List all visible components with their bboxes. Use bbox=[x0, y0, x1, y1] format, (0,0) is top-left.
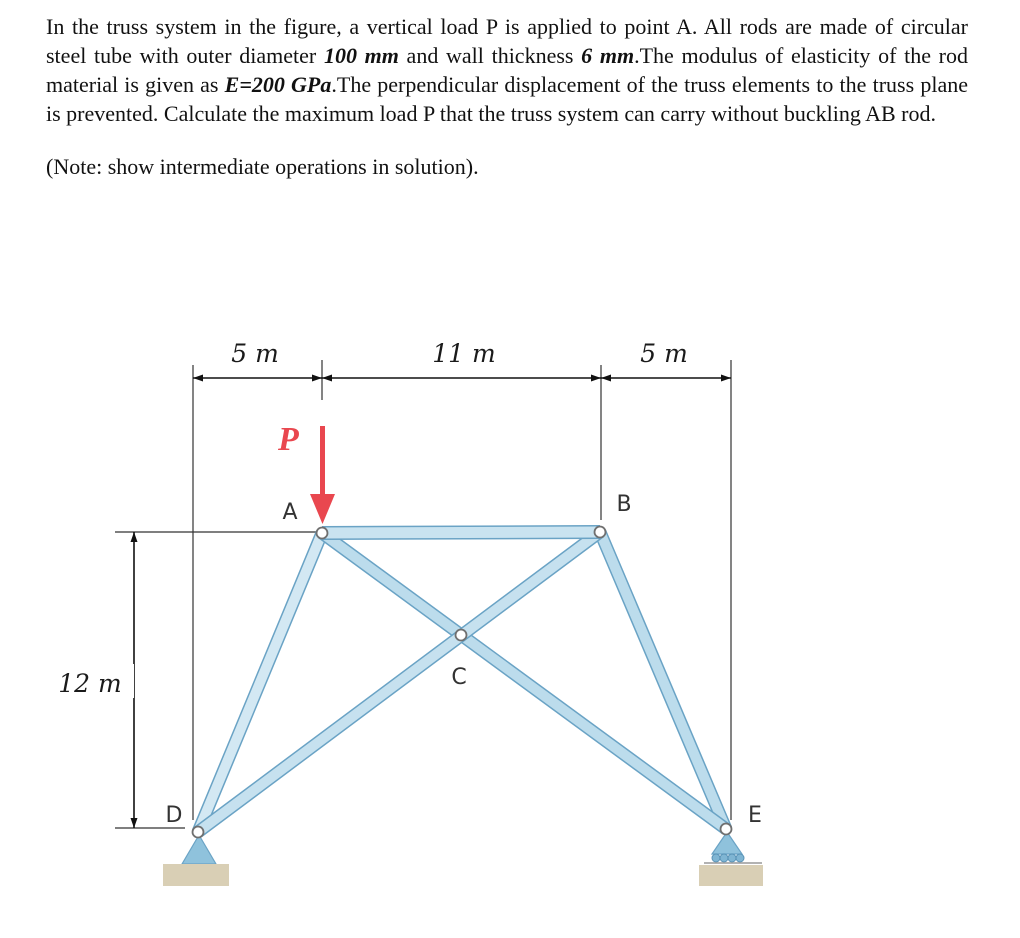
outer-diameter-value: 100 mm bbox=[323, 43, 399, 68]
roller-wheel bbox=[720, 854, 728, 862]
node-label-a: A bbox=[282, 500, 298, 525]
load-arrow-shaft bbox=[320, 426, 325, 498]
roller-wheels bbox=[712, 854, 744, 862]
ground-block-d bbox=[163, 864, 229, 886]
roller-wheel bbox=[728, 854, 736, 862]
note-text: (Note: show intermediate operations in solution). bbox=[46, 154, 479, 179]
roller-support-e bbox=[699, 832, 763, 886]
modulus-value: E=200 GPa bbox=[224, 72, 332, 97]
ground-block-e bbox=[699, 865, 763, 886]
joint-a bbox=[317, 528, 328, 539]
load-label: P bbox=[278, 421, 299, 458]
joint-c bbox=[456, 630, 467, 641]
problem-text-2: and wall thickness bbox=[398, 43, 582, 68]
load-arrow bbox=[310, 426, 335, 524]
node-label-e: E bbox=[748, 803, 762, 828]
joint-e bbox=[721, 824, 732, 835]
wall-thickness-value: 6 mm bbox=[581, 43, 635, 68]
dim-label-height: 12 m bbox=[58, 669, 122, 698]
roller-wheel bbox=[736, 854, 744, 862]
problem-text-4: .The perpendicular displacement of the truss elements to the truss plane is prevented. Calculate the maximum load P that the truss system can carry without buckling AB rod. bbox=[46, 72, 968, 126]
pin-support-triangle bbox=[182, 835, 216, 864]
node-label-b: B bbox=[616, 492, 632, 517]
member-ab bbox=[322, 532, 600, 533]
pin-support-d bbox=[163, 835, 229, 886]
dim-label-left: 5 m bbox=[231, 339, 279, 368]
load-arrow-head bbox=[310, 494, 335, 524]
problem-text-3: .The modulus of elasticity of the rod material is given as bbox=[46, 43, 968, 97]
node-label-d: D bbox=[165, 803, 183, 828]
node-label-c: C bbox=[451, 665, 467, 690]
dim-label-middle: 11 m bbox=[432, 339, 496, 368]
joint-d bbox=[193, 827, 204, 838]
problem-text-1: In the truss system in the figure, a vertical load P is applied to point A. All rods are made of circular steel tube with outer diameter bbox=[46, 14, 968, 68]
joint-b bbox=[595, 527, 606, 538]
dim-label-right: 5 m bbox=[640, 339, 688, 368]
roller-wheel bbox=[712, 854, 720, 862]
